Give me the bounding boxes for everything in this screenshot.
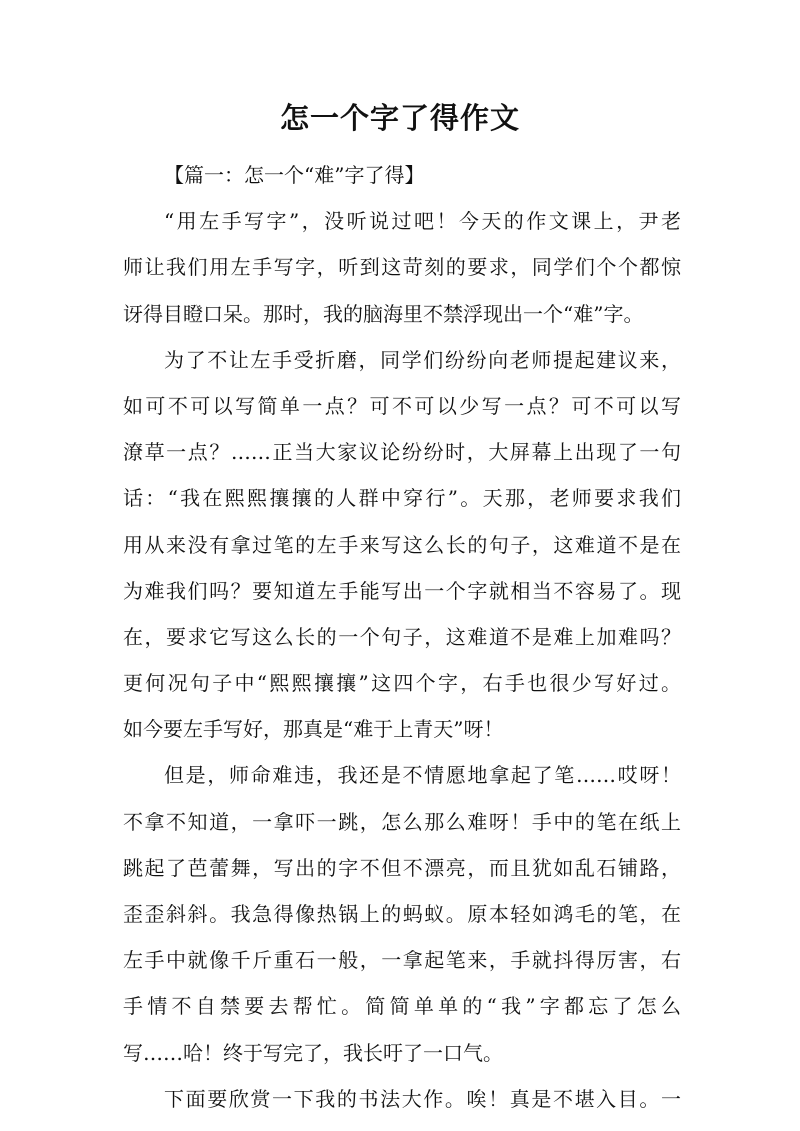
paragraph-2-line-8: 更何况句子中“熙熙攘攘”这四个字，右手也很少写好过。 xyxy=(123,671,681,696)
paragraph-3-line-4: 歪歪斜斜。我急得像热锅上的蚂蚁。原本轻如鸿毛的笔，在 xyxy=(123,902,681,926)
paragraph-4-line-1: 下面要欣赏一下我的书法大作。唉！真是不堪入目。一 xyxy=(164,1086,681,1111)
paragraph-1-line-1: “用左手写字”，没听说过吧！今天的作文课上，尹老 xyxy=(164,209,681,234)
paragraph-3-line-1: 但是，师命难违，我还是不情愿地拿起了笔……哎呀！ xyxy=(164,763,681,788)
section-heading: 【篇一：怎一个“难”字了得】 xyxy=(164,163,425,187)
paragraph-2-line-1: 为了不让左手受折磨，同学们纷纷向老师提起建议来， xyxy=(164,347,681,372)
paragraph-2-line-6: 为难我们吗？要知道左手能写出一个字就相当不容易了。现 xyxy=(123,578,681,603)
paragraph-1-line-2: 师让我们用左手写字，听到这苛刻的要求，同学们个个都惊 xyxy=(123,255,681,280)
paragraph-2-line-7: 在，要求它写这么长的一个句子，这难道不是难上加难吗？ xyxy=(123,624,681,649)
paragraph-3-line-5: 左手中就像千斤重石一般，一拿起笔来，手就抖得厉害，右 xyxy=(123,948,681,973)
paragraph-3-line-6: 手情不自禁要去帮忙。简简单单的“我”字都忘了怎么 xyxy=(123,994,681,1019)
document-body xyxy=(123,152,681,1122)
paragraph-2-line-3: 潦草一点？……正当大家议论纷纷时，大屏幕上出现了一句 xyxy=(123,440,681,465)
paragraph-3-line-7: 写……哈！终于写完了，我长吁了一口气。 xyxy=(123,1040,503,1065)
paragraph-2-line-4: 话：“我在熙熙攘攘的人群中穿行”。天那，老师要求我们 xyxy=(123,486,681,511)
paragraph-2-line-9: 如今要左手写好，那真是“难于上青天”呀！ xyxy=(123,717,504,742)
paragraph-3-line-2: 不拿不知道，一拿吓一跳，怎么那么难呀！手中的笔在纸上 xyxy=(123,809,681,834)
paragraph-3-line-3: 跳起了芭蕾舞，写出的字不但不漂亮，而且犹如乱石铺路， xyxy=(123,855,681,880)
paragraph-1-line-3: 讶得目瞪口呆。那时，我的脑海里不禁浮现出一个“难”字。 xyxy=(123,301,644,326)
paragraph-2-line-2: 如可不可以写简单一点？可不可以少写一点？可不可以写 xyxy=(123,393,681,418)
paragraph-2-line-5: 用从来没有拿过笔的左手来写这么长的句子，这难道不是在 xyxy=(123,532,681,557)
document-title: 怎一个字了得作文 xyxy=(279,101,520,135)
